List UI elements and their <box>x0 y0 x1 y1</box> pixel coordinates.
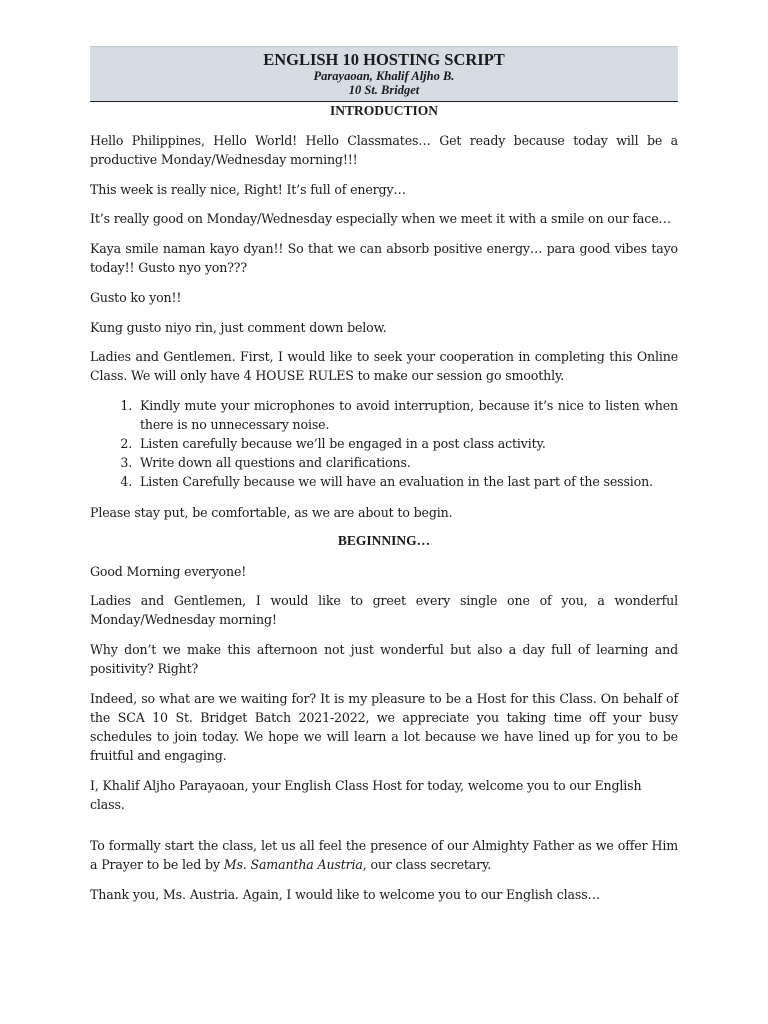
prayer-text-end: , our class secretary. <box>362 857 492 872</box>
intro-paragraph-2: This week is really nice, Right! It’s full of energy… <box>90 182 406 197</box>
prayer-text-start: To formally start the class, let us all feel the presence of our Almighty Father as we offer Him a Prayer to be led by <box>90 838 678 872</box>
intro-paragraph-5: Gusto ko yon!! <box>90 290 182 305</box>
intro-paragraph-6: Kung gusto niyo rin, just comment down below. <box>90 320 387 335</box>
intro-paragraph-4: Kaya smile naman kayo dyan!! So that we can absorb positive energy… para good vibes tayo today!! Gusto nyo yon??? <box>90 241 678 275</box>
beginning-paragraph-3: Why don’t we make this afternoon not just wonderful but also a day full of learning and positivity? Right? <box>90 642 678 676</box>
house-rule-item: 2. Listen carefully because we’ll be engaged in a post class activity. <box>136 434 678 453</box>
class-section: 10 St. Bridget <box>348 83 420 97</box>
house-rules-list <box>90 396 678 491</box>
author-name: Parayaoan, Khalif Aljho B. <box>313 69 455 83</box>
house-rule-item: 3. Write down all questions and clarifications. <box>136 453 678 472</box>
beginning-paragraph-1: Good Morning everyone! <box>90 564 247 579</box>
document-header <box>90 46 678 102</box>
intro-paragraph-8: Please stay put, be comfortable, as we are about to begin. <box>90 505 453 520</box>
beginning-paragraph-6 <box>90 836 678 874</box>
document-title: ENGLISH 10 HOSTING SCRIPT <box>263 50 505 69</box>
house-rule-item: 1. Kindly mute your microphones to avoid interruption, because it’s nice to listen when there is no unnecessary noise. <box>136 396 678 434</box>
intro-paragraph-7: Ladies and Gentlemen. First, I would like to seek your cooperation in completing this Online Class. We will only have 4 HOUSE RULES to make our session go smoothly. <box>90 349 678 383</box>
prayer-leader-name: Ms. Samantha Austria <box>223 857 363 872</box>
beginning-paragraph-5: I, Khalif Aljho Parayaoan, your English Class Host for today, welcome you to our English class. <box>90 778 642 812</box>
intro-paragraph-3: It’s really good on Monday/Wednesday especially when we meet it with a smile on our face… <box>90 211 671 226</box>
beginning-paragraph-2: Ladies and Gentlemen, I would like to greet every single one of you, a wonderful Monday/Wednesday morning! <box>90 593 678 627</box>
house-rule-item: 4. Listen Carefully because we will have an evaluation in the last part of the session. <box>136 472 678 491</box>
beginning-paragraph-4: Indeed, so what are we waiting for? It is my pleasure to be a Host for this Class. On behalf of the SCA 10 St. Bridget Batch 2021-2022, we appreciate you taking time off your busy schedules to join today. We hope we will learn a lot because we have lined up for you to be fruitful and engaging. <box>90 691 678 763</box>
intro-paragraph-1: Hello Philippines, Hello World! Hello Classmates… Get ready because today will be a productive Monday/Wednesday morning!!! <box>90 133 678 167</box>
beginning-paragraph-7: Thank you, Ms. Austria. Again, I would like to welcome you to our English class… <box>90 887 600 902</box>
heading-beginning: BEGINNING… <box>337 533 431 548</box>
heading-introduction: INTRODUCTION <box>329 103 438 118</box>
